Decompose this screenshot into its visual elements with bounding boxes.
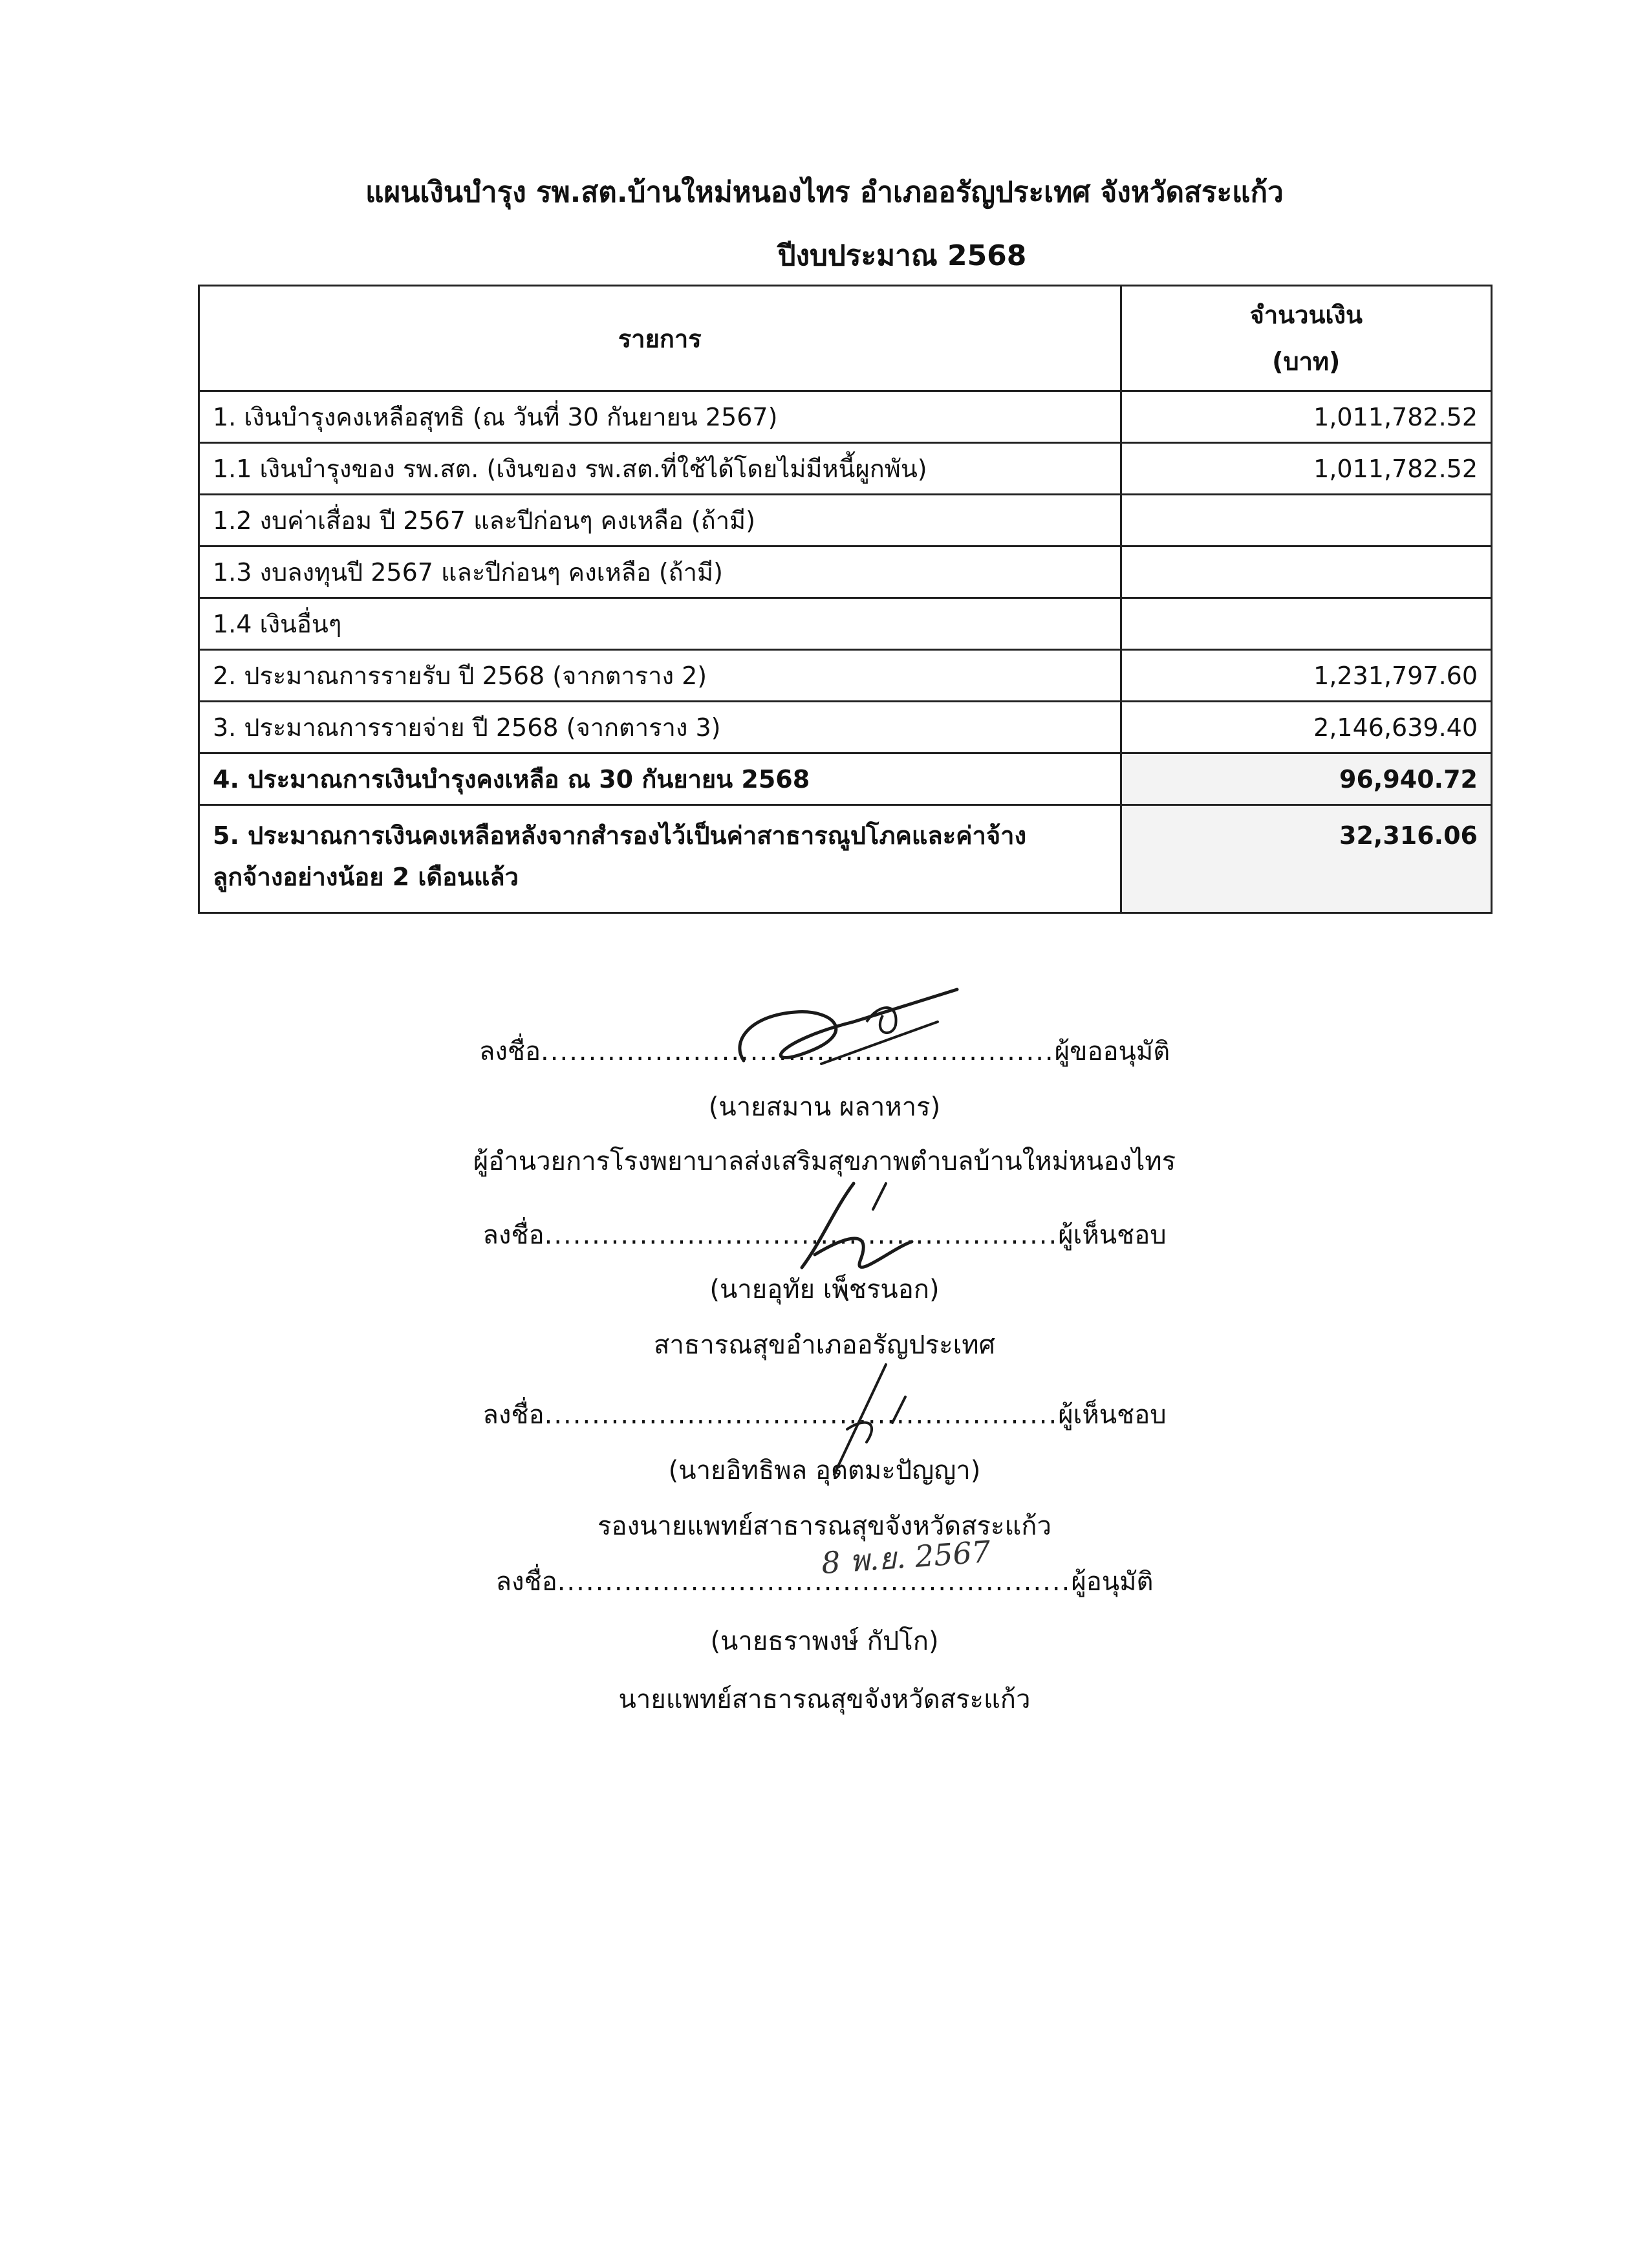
row-label: 1.2 งบค่าเสื่อม ปี 2567 และปีก่อนๆ คงเหลือ (ถ้ามี) [199,495,1121,546]
row-amount: 32,316.06 [1121,805,1491,913]
handwritten-signature-3 [808,1358,938,1481]
amount-header-line2: (บาท) [1272,347,1341,376]
fiscal-year: ปีงบประมาณ 2568 [777,239,1027,272]
signer-position: สาธารณสุขอำเภออรัญประเทศ [653,1330,996,1360]
sign-dots: ...................................................... [541,1037,1055,1066]
column-header-item: รายการ [199,286,1121,391]
row-amount [1121,546,1491,598]
handwritten-signature-2 [776,1171,931,1300]
row-amount: 1,231,797.60 [1121,650,1491,702]
table-row [199,753,1492,805]
table-header-row [199,286,1492,391]
sign-prefix: ลงชื่อ [479,1037,541,1066]
row-label: 1.4 เงินอื่นๆ [199,598,1121,650]
sign-prefix: ลงชื่อ [495,1567,557,1597]
signer-name: (นายอุทัย เพ็ชรนอก) [709,1275,940,1304]
row-amount [1121,495,1491,546]
row-label: 1.3 งบลงทุนปี 2567 และปีก่อนๆ คงเหลือ (ถ้ามี) [199,546,1121,598]
table-row [199,598,1492,650]
sign-prefix: ลงชื่อ [482,1220,544,1250]
row-label-line1: 5. ประมาณการเงินคงเหลือหลังจากสำรองไว้เป็นค่าสาธารณูปโภคและค่าจ้าง [213,821,1027,850]
row-label-line2: ลูกจ้างอย่างน้อย 2 เดือนแล้ว [213,863,519,891]
handwritten-signature-1 [724,977,970,1080]
row-label: 4. ประมาณการเงินบำรุงคงเหลือ ณ 30 กันยายน 2568 [199,753,1121,805]
document-title: แผนเงินบำรุง รพ.สต.บ้านใหม่หนองไทร อำเภออรัญประเทศ จังหวัดสระแก้ว [365,176,1284,209]
budget-table [198,285,1493,914]
signer-position: ผู้อำนวยการโรงพยาบาลส่งเสริมสุขภาพตำบลบ้านใหม่หนองไทร [473,1147,1176,1176]
row-label [199,805,1121,913]
table-row [199,495,1492,546]
row-amount: 1,011,782.52 [1121,443,1491,495]
table-row [199,546,1492,598]
row-amount: 1,011,782.52 [1121,391,1491,443]
sign-prefix: ลงชื่อ [482,1400,544,1430]
signer-position: นายแพทย์สาธารณสุขจังหวัดสระแก้ว [618,1685,1031,1714]
sign-role: ผู้ขออนุมัติ [1054,1037,1170,1066]
row-label: 1. เงินบำรุงคงเหลือสุทธิ (ณ วันที่ 30 กันยายน 2567) [199,391,1121,443]
row-label: 2. ประมาณการรายรับ ปี 2568 (จากตาราง 2) [199,650,1121,702]
row-amount [1121,598,1491,650]
signer-name: (นายธราพงษ์ กัปโก) [710,1626,939,1656]
table-row [199,702,1492,753]
date-stamp: 8 พ.ย. 2567 [820,1533,992,1581]
row-label: 3. ประมาณการรายจ่าย ปี 2568 (จากตาราง 3) [199,702,1121,753]
sign-role: ผู้เห็นชอบ [1058,1220,1167,1250]
table-row [199,805,1492,913]
signer-name: (นายสมาน ผลาหาร) [708,1092,941,1122]
sign-dots: ...................................................... [544,1400,1059,1430]
sign-dots: ...................................................... [557,1567,1072,1597]
signer-name: (นายอิทธิพล อุตตมะปัญญา) [668,1456,981,1485]
sign-role: ผู้อนุมัติ [1071,1567,1154,1597]
row-amount: 2,146,639.40 [1121,702,1491,753]
table-row [199,650,1492,702]
sign-role: ผู้เห็นชอบ [1058,1400,1167,1430]
sign-dots: ...................................................... [544,1220,1059,1250]
table-row [199,443,1492,495]
signer-position: รองนายแพทย์สาธารณสุขจังหวัดสระแก้ว [598,1511,1051,1541]
row-amount: 96,940.72 [1121,753,1491,805]
amount-header-line1: จำนวนเงิน [1249,301,1363,329]
row-label: 1.1 เงินบำรุงของ รพ.สต. (เงินของ รพ.สต.ที่ใช้ได้โดยไม่มีหนี้ผูกพัน) [199,443,1121,495]
column-header-amount [1121,286,1491,391]
table-row [199,391,1492,443]
